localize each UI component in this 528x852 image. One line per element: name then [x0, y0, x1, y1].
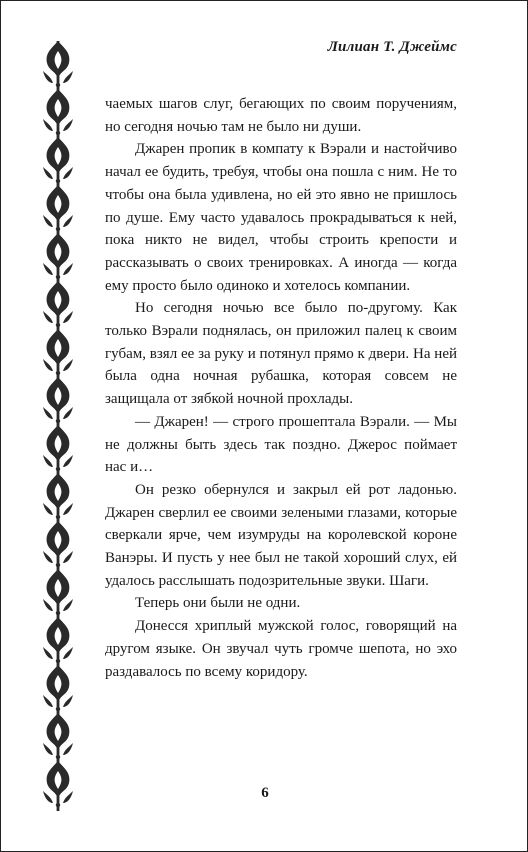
paragraph: — Джарен! — строго прошептала Вэрали. — Мы не должны быть здесь так поздно. Джерос поймает нас и…: [105, 413, 457, 476]
body-text: [105, 93, 457, 683]
running-header: Лилиан Т. Джеймс: [327, 39, 457, 55]
paragraph: Он резко обернулся и закрыл ей рот ладонью. Джарен сверлил ее своими зелеными глазами, которые сверкали ярче, чем изумруды на королевской короне Ванэры. И пусть у нее был не такой хороший слух, ей удалось расслышать подозрительные звуки. Шаги.: [105, 481, 457, 589]
page-number: 6: [261, 785, 269, 801]
paragraph: Но сегодня ночью все было по-другому. Как только Вэрали поднялась, он приложил палец к своим губам, взял ее за руку и потянул прямо к двери. На ней была одна ночная рубашка, которая совсем не защищала от зябкой ночной прохлады.: [105, 300, 457, 408]
paragraph: чаемых шагов слуг, бегающих по своим поручениям, но сегодня ночью там не было ни души.: [105, 96, 457, 135]
paragraph: Донесся хриплый мужской голос, говорящий на другом языке. Он звучал чуть громче шепота, но эхо раздавалось по всему коридору.: [105, 618, 457, 680]
paragraph: Теперь они были не одни.: [135, 595, 301, 612]
paragraph: Джарен пропик в компату к Вэрали и настойчиво начал ее будить, требуя, чтобы она пошла с ним. Не то чтобы она была удивлена, но ей это явно не пришлось по душе. Ему часто удавалось прокрадываться к ней, пока никто не видел, чтобы строить крепости и рассказывать о своих тренировках. А иногда — когда ему просто было одиноко и хотелось компании.: [105, 141, 457, 294]
floral-border-ornament: [41, 41, 75, 811]
